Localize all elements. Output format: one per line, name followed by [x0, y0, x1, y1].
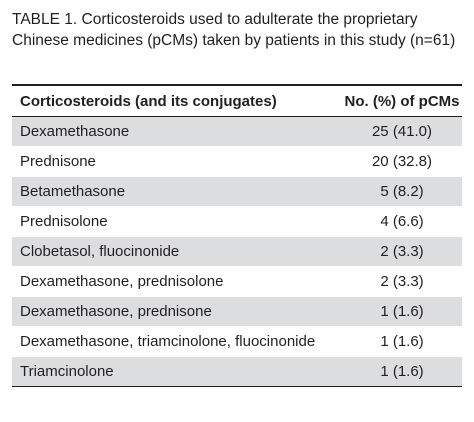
- column-header-count-percent: No. (%) of pCMs: [342, 85, 462, 117]
- cell-count-percent: 5 (8.2): [342, 177, 462, 207]
- cell-corticosteroid: Triamcinolone: [12, 357, 342, 387]
- table-row: [12, 117, 462, 147]
- table-header: [12, 85, 462, 117]
- corticosteroids-table: [12, 84, 462, 387]
- cell-count-percent: 1 (1.6): [342, 297, 462, 327]
- cell-corticosteroid: Betamethasone: [12, 177, 342, 207]
- cell-count-percent: 20 (32.8): [342, 147, 462, 177]
- cell-count-percent: 25 (41.0): [342, 117, 462, 147]
- cell-count-percent: 2 (3.3): [342, 267, 462, 297]
- cell-count-percent: 4 (6.6): [342, 207, 462, 237]
- table-row: [12, 267, 462, 297]
- table-number: TABLE 1.: [12, 11, 78, 28]
- cell-corticosteroid: Dexamethasone: [12, 117, 342, 147]
- cell-corticosteroid: Clobetasol, fluocinonide: [12, 237, 342, 267]
- cell-corticosteroid: Dexamethasone, prednisone: [12, 297, 342, 327]
- cell-corticosteroid: Dexamethasone, prednisolone: [12, 267, 342, 297]
- cell-count-percent: 2 (3.3): [342, 237, 462, 267]
- table-row: [12, 297, 462, 327]
- table-row: [12, 237, 462, 267]
- table-row: [12, 207, 462, 237]
- table-body: [12, 117, 462, 387]
- table-row: [12, 357, 462, 387]
- table-caption: [12, 10, 460, 51]
- cell-corticosteroid: Dexamethasone, triamcinolone, fluocinonide: [12, 327, 342, 357]
- table-row: [12, 147, 462, 177]
- table-title: Corticosteroids used to adulterate the proprietary Chinese medicines (pCMs) taken by patients in this study (n=61): [12, 11, 456, 49]
- table-row: [12, 177, 462, 207]
- cell-corticosteroid: Prednisolone: [12, 207, 342, 237]
- header-row: [12, 85, 462, 117]
- cell-count-percent: 1 (1.6): [342, 357, 462, 387]
- cell-corticosteroid: Prednisone: [12, 147, 342, 177]
- cell-count-percent: 1 (1.6): [342, 327, 462, 357]
- column-header-corticosteroids: Corticosteroids (and its conjugates): [12, 85, 342, 117]
- table-row: [12, 327, 462, 357]
